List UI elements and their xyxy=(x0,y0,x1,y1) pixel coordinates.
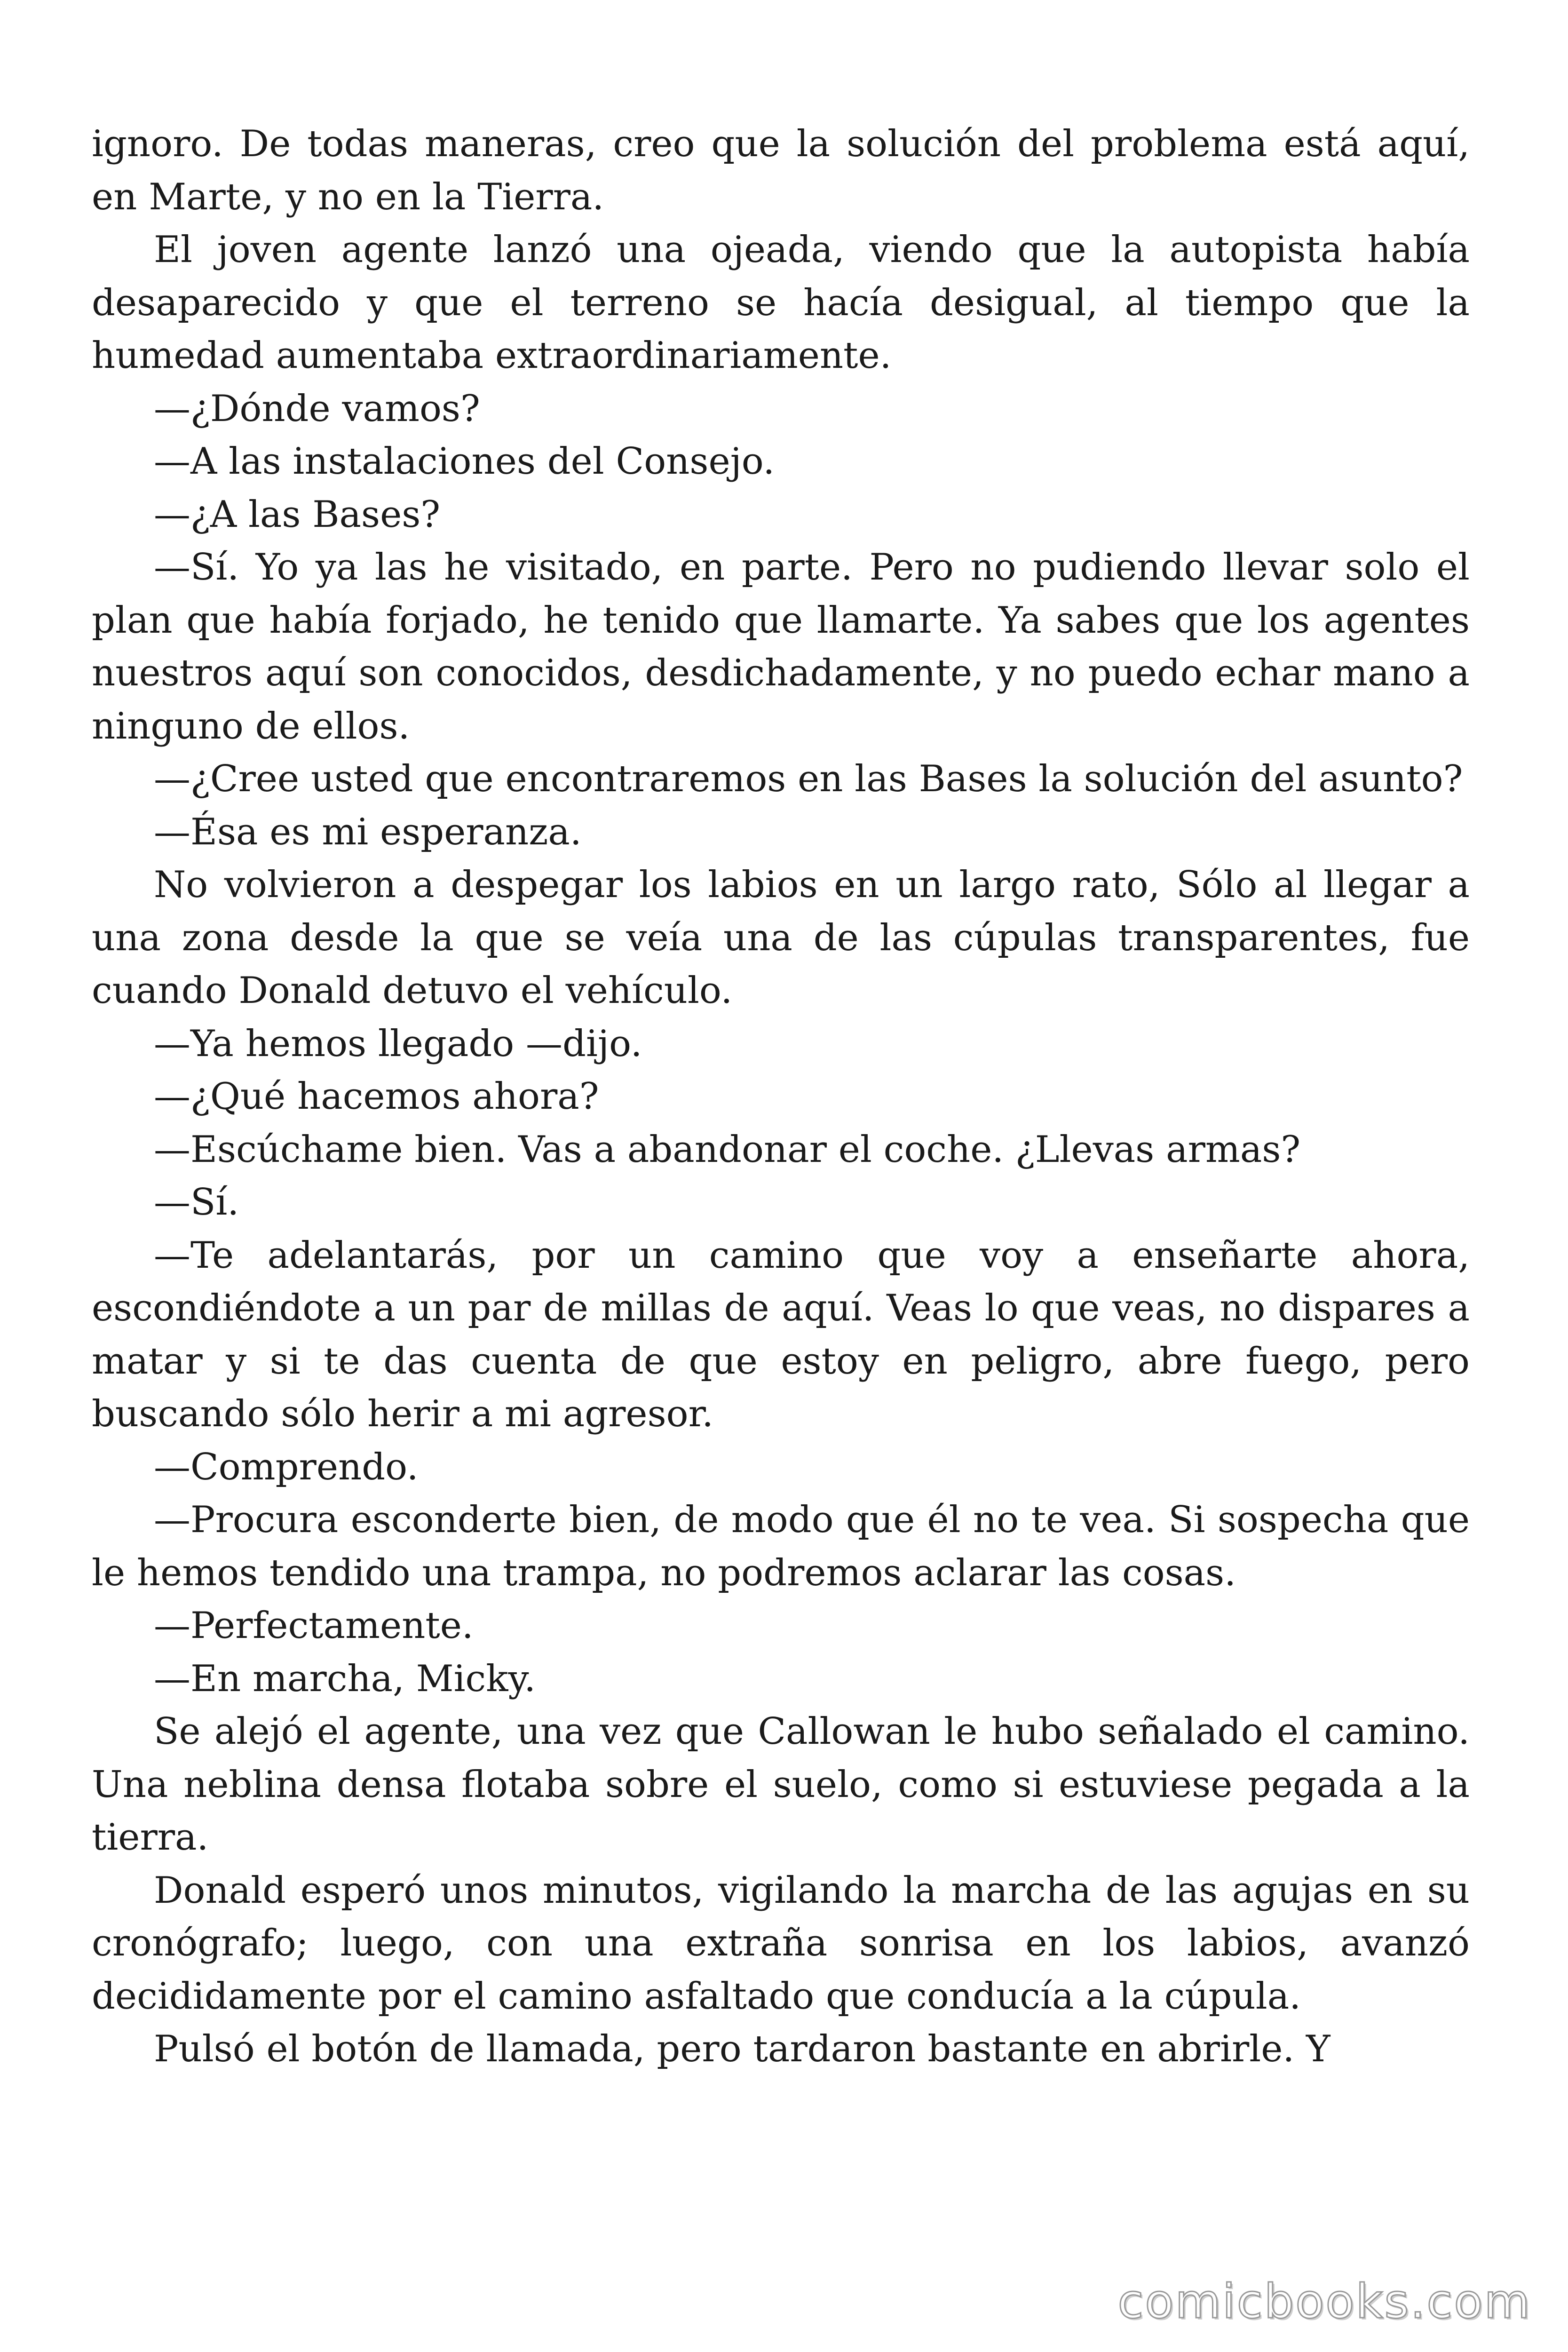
paragraph: —¿Cree usted que encontraremos en las Bases la solución del asunto? xyxy=(154,758,1463,800)
paragraph: —Sí. xyxy=(154,1181,239,1224)
paragraph: El joven agente lanzó una ojeada, viendo que la autopista había desaparecido y que el terreno se hacía desigual, al tiempo que la humedad aumentaba extraordinariamente. xyxy=(92,229,1470,377)
paragraph: —A las instalaciones del Consejo. xyxy=(154,440,775,483)
paragraph: —Comprendo. xyxy=(154,1446,419,1488)
paragraph: —¿Dónde vamos? xyxy=(154,387,480,430)
body-text xyxy=(92,118,1470,2076)
paragraph: ignoro. De todas maneras, creo que la solución del problema está aquí, en Marte, y no en la Tierra. xyxy=(92,123,1470,218)
paragraph: Donald esperó unos minutos, vigilando la marcha de las agujas en su cronógrafo; luego, con una extraña sonrisa en los labios, avanzó decididamente por el camino asfaltado que conducía a la cúpula. xyxy=(92,1869,1470,2018)
paragraph: —Te adelantarás, por un camino que voy a enseñarte ahora, escondiéndote a un par de millas de aquí. Veas lo que veas, no dispares a matar y si te das cuenta de que estoy en peligro, abre fuego, pero buscando sólo herir a mi agresor. xyxy=(92,1234,1470,1435)
paragraph: —Escúchame bien. Vas a abandonar el coche. ¿Llevas armas? xyxy=(154,1128,1301,1171)
paragraph: —Perfectamente. xyxy=(154,1605,474,1647)
paragraph: —Procura esconderte bien, de modo que él no te vea. Si sospecha que le hemos tendido una trampa, no podremos aclarar las cosas. xyxy=(92,1499,1470,1594)
paragraph: Se alejó el agente, una vez que Callowan le hubo señalado el camino. Una neblina densa flotaba sobre el suelo, como si estuviese pegada a la tierra. xyxy=(92,1710,1470,1859)
paragraph: —Ya hemos llegado —dijo. xyxy=(154,1022,642,1065)
watermark: comicbooks.com xyxy=(1117,2274,1531,2329)
paragraph: Pulsó el botón de llamada, pero tardaron bastante en abrirle. Y xyxy=(154,2028,1330,2070)
paragraph: —Ésa es mi esperanza. xyxy=(154,810,582,853)
paragraph: —Sí. Yo ya las he visitado, en parte. Pero no pudiendo llevar solo el plan que había forjado, he tenido que llamarte. Ya sabes que los agentes nuestros aquí son conocidos, desdichadamente, y no puedo echar mano a ninguno de ellos. xyxy=(92,546,1470,747)
paragraph: —¿Qué hacemos ahora? xyxy=(154,1075,599,1118)
paragraph: No volvieron a despegar los labios en un largo rato, Sólo al llegar a una zona desde la que se veía una de las cúpulas transparentes, fue cuando Donald detuvo el vehículo. xyxy=(92,864,1470,1012)
paragraph: —¿A las Bases? xyxy=(154,493,441,536)
paragraph: —En marcha, Micky. xyxy=(154,1657,536,1700)
